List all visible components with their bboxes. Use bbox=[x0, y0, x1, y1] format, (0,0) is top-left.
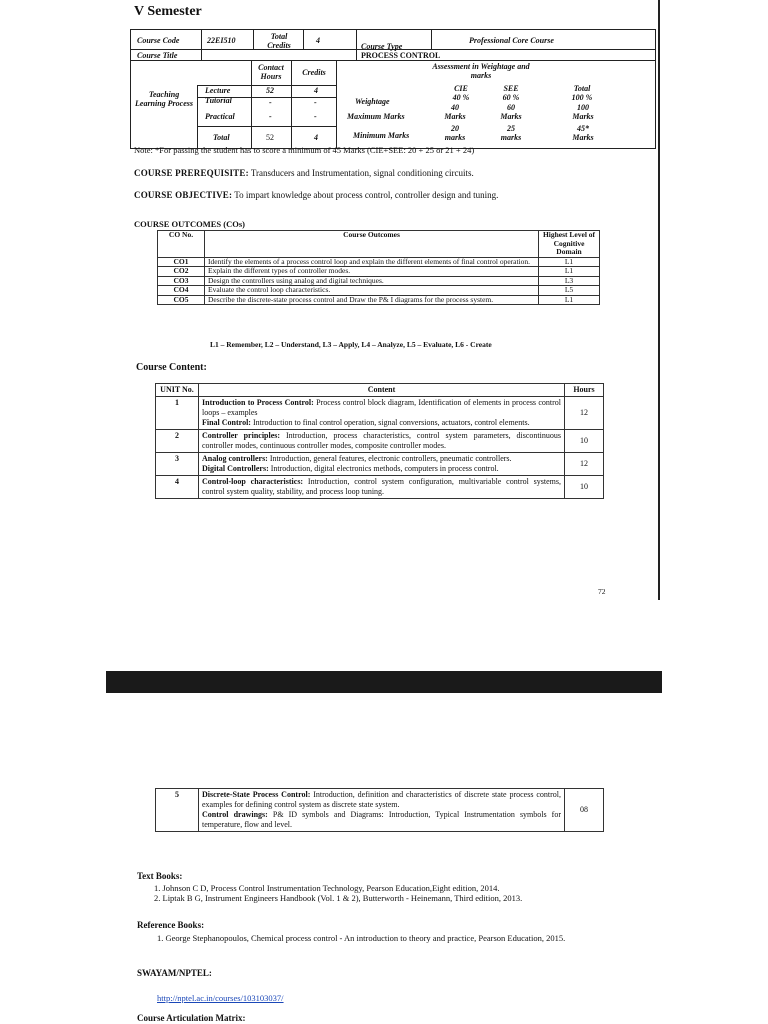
row-total-hours: 52 bbox=[266, 133, 274, 142]
weightage-total: 100 % bbox=[571, 93, 593, 102]
assessment-label: Assessment in Weightage and marks bbox=[432, 62, 530, 80]
page-break-band bbox=[106, 671, 662, 693]
co-text: Design the controllers using analog and digital techniques. bbox=[205, 276, 539, 286]
co-code: CO3 bbox=[158, 276, 205, 286]
co-no-header: CO No. bbox=[158, 231, 205, 258]
passing-note: Note: *For passing the student has to score a minimum of 45 Marks (CIE+SEE: 20 + 25 or 21 + 24) bbox=[134, 145, 475, 155]
course-type-label: Course Type bbox=[361, 42, 403, 51]
row-practical-hours: - bbox=[269, 112, 272, 121]
course-title-value: PROCESS CONTROL bbox=[361, 51, 441, 60]
table-row bbox=[156, 430, 604, 453]
weightage-label: Weightage bbox=[355, 97, 390, 106]
unit-topic-heading: Digital Controllers: bbox=[202, 464, 269, 473]
reference-books-title: Reference Books: bbox=[137, 920, 205, 930]
row-lecture-label: Lecture bbox=[205, 86, 231, 95]
co-level: L1 bbox=[539, 267, 600, 277]
content-header: Content bbox=[199, 384, 565, 397]
unit-topic-heading: Control drawings: bbox=[202, 810, 268, 819]
co-text: Evaluate the control loop characteristics. bbox=[205, 286, 539, 296]
row-total-label: Total bbox=[213, 133, 230, 142]
co-level-header: Highest Level of Cognitive Domain bbox=[539, 231, 600, 258]
total-credits-label: Total Credits bbox=[267, 32, 291, 50]
list-item: 2. Liptak B G, Instrument Engineers Handbook (Vol. 1 & 2), Butterworth - Heinemann, Third edition, 2013. bbox=[154, 893, 523, 903]
row-lecture-credits: 4 bbox=[314, 86, 318, 95]
course-title-label: Course Title bbox=[137, 51, 178, 60]
co-level: L1 bbox=[539, 295, 600, 305]
row-tutorial-credits: - bbox=[314, 98, 317, 107]
course-content-table bbox=[155, 383, 604, 499]
unit-hours: 10 bbox=[565, 430, 604, 453]
unit-no: 2 bbox=[156, 430, 199, 453]
unit-topic-body: Introduction to final control operation, signal conversions, actuators, control elements. bbox=[250, 418, 530, 427]
unit-no-header: UNIT No. bbox=[156, 384, 199, 397]
col-total: Total bbox=[573, 84, 591, 93]
objective-text: To impart knowledge about process control, controller design and tuning. bbox=[234, 190, 499, 200]
unit-topic-body: Introduction, general features, electronic controllers, pneumatic controllers. bbox=[267, 454, 512, 463]
reference-books-list bbox=[157, 933, 577, 943]
course-type-value: Professional Core Course bbox=[469, 36, 554, 45]
unit-topic-body: Introduction, definition and characteristics of discrete state process control, examples for defining control system as discrete state system. bbox=[202, 790, 561, 809]
co-level: L1 bbox=[539, 257, 600, 267]
table-row bbox=[156, 397, 604, 430]
min-marks-see: 25 marks bbox=[500, 124, 522, 142]
prerequisite-text: Transducers and Instrumentation, signal conditioning circuits. bbox=[250, 168, 474, 178]
course-objective bbox=[134, 190, 498, 200]
row-tutorial-hours: - bbox=[269, 98, 272, 107]
text-books-title: Text Books: bbox=[137, 871, 183, 881]
course-header-table bbox=[130, 29, 656, 149]
unit-no: 5 bbox=[156, 789, 199, 832]
objective-label: COURSE OBJECTIVE: bbox=[134, 190, 233, 200]
page-number: 72 bbox=[598, 587, 606, 596]
table-row bbox=[156, 453, 604, 476]
teaching-learning-label: Teaching Learning Process bbox=[135, 90, 193, 108]
row-total-credits: 4 bbox=[314, 133, 318, 142]
max-marks-label: Maximum Marks bbox=[347, 112, 405, 121]
unit-topic-body: P& ID symbols and Diagrams: Introduction, Typical Instrumentation symbols for temperature, flow and level. bbox=[202, 810, 562, 829]
unit-topic-body: Introduction, process characteristics, control system parameters, discontinuous controller modes, continuous controller modes, composite controller modes. bbox=[202, 431, 561, 450]
text-books-list bbox=[154, 883, 624, 903]
weightage-cie: 40 % bbox=[452, 93, 470, 102]
row-practical-credits: - bbox=[314, 112, 317, 121]
unit-topic-heading: Discrete-State Process Control: bbox=[202, 790, 311, 799]
unit-topic-heading: Final Control: bbox=[202, 418, 251, 427]
unit-topic-body: Process control block diagram, Identification of elements in process control loops – examples bbox=[202, 398, 562, 417]
course-code-value: 22EI510 bbox=[207, 36, 236, 45]
co-text: Describe the discrete-state process control and Draw the P& I diagrams for the process system. bbox=[205, 295, 539, 305]
unit-content bbox=[199, 789, 565, 832]
unit-topic-heading: Analog controllers: bbox=[202, 454, 268, 463]
nptel-link-wrap bbox=[157, 988, 284, 1006]
max-marks-total: 100 Marks bbox=[572, 103, 594, 121]
cognitive-level-legend: L1 – Remember, L2 – Understand, L3 – Apply, L4 – Analyze, L5 – Evaluate, L6 - Create bbox=[210, 340, 492, 349]
weightage-see: 60 % bbox=[502, 93, 520, 102]
table-row bbox=[158, 286, 600, 296]
hours-header: Hours bbox=[565, 384, 604, 397]
credits-label: Credits bbox=[302, 68, 326, 77]
unit-hours: 12 bbox=[565, 453, 604, 476]
max-marks-cie: 40 Marks bbox=[444, 103, 466, 121]
unit-topic-body: Introduction, digital electronics methods, computers in process control. bbox=[268, 464, 499, 473]
row-tutorial-label: Tutorial bbox=[205, 96, 232, 105]
min-marks-cie: 20 marks bbox=[444, 124, 466, 142]
row-lecture-hours: 52 bbox=[266, 86, 274, 95]
co-level: L5 bbox=[539, 286, 600, 296]
unit-topic-heading: Controller principles: bbox=[202, 431, 281, 440]
unit-topic-heading: Introduction to Process Control: bbox=[202, 398, 314, 407]
max-marks-see: 60 Marks bbox=[500, 103, 522, 121]
table-header-row bbox=[156, 384, 604, 397]
unit-topic-heading: Control-loop characteristics: bbox=[202, 477, 304, 486]
course-content-table-continued bbox=[155, 788, 604, 832]
co-text: Explain the different types of controller modes. bbox=[205, 267, 539, 277]
unit-hours: 10 bbox=[565, 476, 604, 499]
unit-content bbox=[199, 430, 565, 453]
list-item: 1. George Stephanopoulos, Chemical process control - An introduction to theory and practice, Pearson Education, 2015. bbox=[157, 933, 566, 943]
co-code: CO2 bbox=[158, 267, 205, 277]
col-cie: CIE bbox=[454, 84, 468, 93]
course-prerequisite bbox=[134, 168, 474, 178]
semester-heading: V Semester bbox=[134, 4, 202, 19]
co-level: L3 bbox=[539, 276, 600, 286]
unit-hours: 08 bbox=[565, 789, 604, 832]
course-outcomes-table bbox=[157, 230, 600, 305]
col-see: SEE bbox=[503, 84, 519, 93]
course-code-label: Course Code bbox=[137, 36, 180, 45]
co-text-header: Course Outcomes bbox=[205, 231, 539, 258]
prerequisite-label: COURSE PREREQUISITE: bbox=[134, 168, 249, 178]
min-marks-total: 45* Marks bbox=[572, 124, 594, 142]
page-edge-rule bbox=[658, 0, 660, 600]
nptel-course-link[interactable]: http://nptel.ac.in/courses/103103037/ bbox=[157, 993, 284, 1003]
min-marks-label: Minimum Marks bbox=[353, 131, 410, 140]
table-row bbox=[156, 789, 604, 832]
unit-content bbox=[199, 476, 565, 499]
unit-hours: 12 bbox=[565, 397, 604, 430]
course-content-title: Course Content: bbox=[136, 362, 207, 373]
co-text: Identify the elements of a process control loop and explain the different elements of final control operation. bbox=[205, 257, 539, 267]
articulation-matrix-title: Course Articulation Matrix: bbox=[137, 1013, 246, 1023]
unit-content bbox=[199, 397, 565, 430]
total-credits-value: 4 bbox=[316, 36, 320, 45]
table-header-row bbox=[158, 231, 600, 258]
unit-no: 3 bbox=[156, 453, 199, 476]
course-outcomes-title: COURSE OUTCOMES (COs) bbox=[134, 219, 245, 229]
co-code: CO4 bbox=[158, 286, 205, 296]
unit-no: 4 bbox=[156, 476, 199, 499]
table-row bbox=[158, 267, 600, 277]
row-practical-label: Practical bbox=[205, 112, 235, 121]
swayam-title: SWAYAM/NPTEL: bbox=[137, 968, 212, 978]
co-code: CO1 bbox=[158, 257, 205, 267]
table-row bbox=[158, 295, 600, 305]
contact-hours-label: Contact Hours bbox=[258, 63, 284, 81]
table-row bbox=[156, 476, 604, 499]
unit-content bbox=[199, 453, 565, 476]
co-code: CO5 bbox=[158, 295, 205, 305]
unit-no: 1 bbox=[156, 397, 199, 430]
list-item: 1. Johnson C D, Process Control Instrumentation Technology, Pearson Education,Eight edition, 2014. bbox=[154, 883, 500, 893]
unit-topic-body: Introduction, control system configuration, multivariable control systems, control system quality, stability, and process loop tuning. bbox=[202, 477, 561, 496]
